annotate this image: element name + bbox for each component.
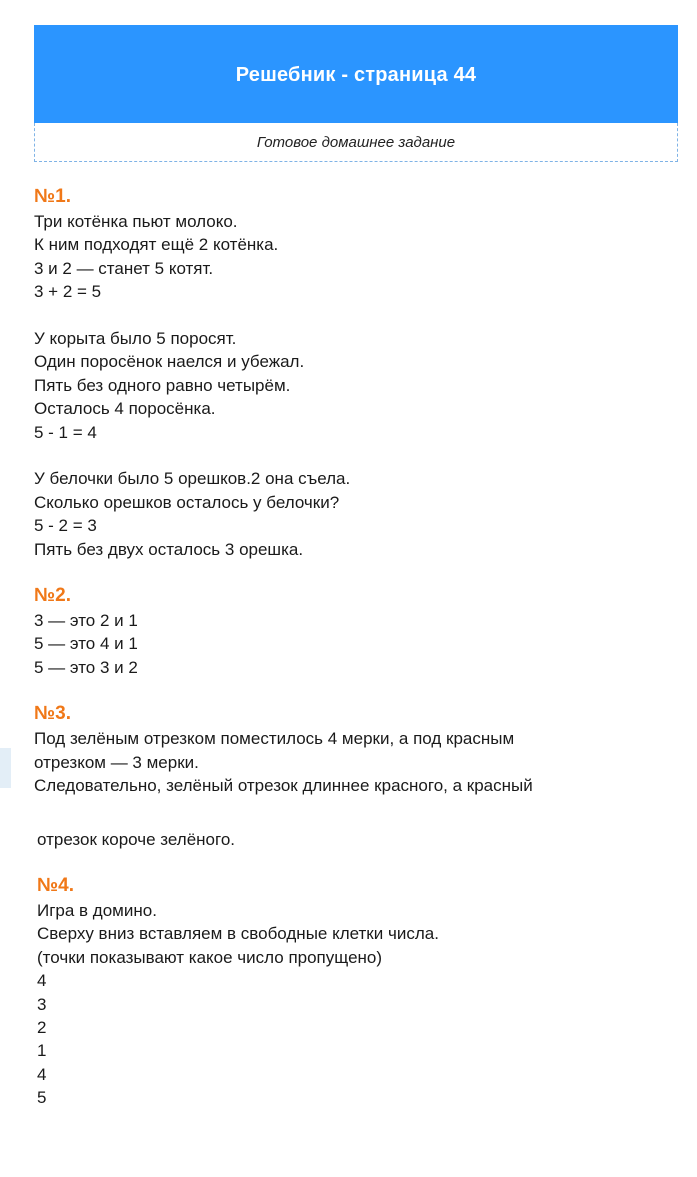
task-line: Под зелёным отрезком поместилось 4 мерки, а под красным — [34, 729, 515, 749]
task-line: 5 - 2 = 3 — [34, 516, 97, 536]
task-line: Игра в домино. — [37, 900, 157, 920]
task-3 — [34, 701, 674, 851]
task-line: 4 — [37, 1064, 47, 1084]
page-subtitle-bar — [34, 123, 678, 162]
task-spacer — [34, 851, 674, 873]
task-heading: №3. — [34, 703, 72, 725]
task-line: отрезок короче зелёного. — [37, 829, 235, 849]
task-line: 3 — [37, 994, 47, 1014]
task-4 — [34, 873, 674, 1110]
task-line: 4 — [37, 971, 47, 991]
task-line: (точки показывают какое число пропущено) — [37, 947, 383, 967]
task-line: Осталось 4 поросёнка. — [34, 399, 216, 419]
task-line: Один поросёнок наелся и убежал. — [34, 352, 305, 372]
side-scroll-marker — [0, 748, 11, 788]
task-line: 3 и 2 — станет 5 котят. — [34, 258, 214, 278]
page-subtitle: Готовое домашнее задание — [256, 133, 456, 151]
task-line: 3 + 2 = 5 — [34, 282, 102, 302]
task-line: 5 — это 4 и 1 — [34, 634, 138, 654]
task-line: отрезком — 3 мерки. — [34, 752, 199, 772]
task-heading: №4. — [37, 874, 75, 896]
task-line: Три котёнка пьют молоко. — [34, 212, 238, 231]
blank-line — [34, 798, 674, 828]
task-heading: №1. — [34, 186, 72, 207]
task-line: 1 — [37, 1041, 47, 1061]
task-line: Пять без двух осталось 3 орешка. — [34, 539, 304, 559]
task-line: У корыта было 5 поросят. — [34, 329, 237, 349]
task-line: 3 — это 2 и 1 — [34, 611, 138, 631]
task-spacer — [34, 679, 674, 701]
task-line: 5 - 1 = 4 — [34, 422, 97, 442]
task-heading: №2. — [34, 585, 72, 607]
blank-line — [34, 444, 674, 467]
task-line: Сколько орешков осталось у белочки? — [34, 492, 340, 512]
task-line: У белочки было 5 орешков.2 она съела. — [34, 469, 351, 489]
task-1 — [34, 184, 674, 561]
task-2 — [34, 583, 674, 679]
task-line: Пять без одного равно четырём. — [34, 375, 291, 395]
task-line: 5 — [37, 1088, 47, 1108]
task-line: 5 — это 3 и 2 — [34, 657, 138, 677]
page-title: Решебник - страница 44 — [235, 63, 477, 86]
blank-line — [34, 304, 674, 327]
task-line: Сверху вниз вставляем в свободные клетки числа. — [37, 924, 439, 944]
task-line: К ним подходят ещё 2 котёнка. — [34, 235, 279, 255]
page-header — [34, 25, 678, 123]
task-line: 2 — [37, 1017, 47, 1037]
task-line: Следовательно, зелёный отрезок длиннее красного, а красный — [34, 776, 533, 796]
task-spacer — [34, 561, 674, 583]
solutions-content — [34, 184, 674, 1110]
